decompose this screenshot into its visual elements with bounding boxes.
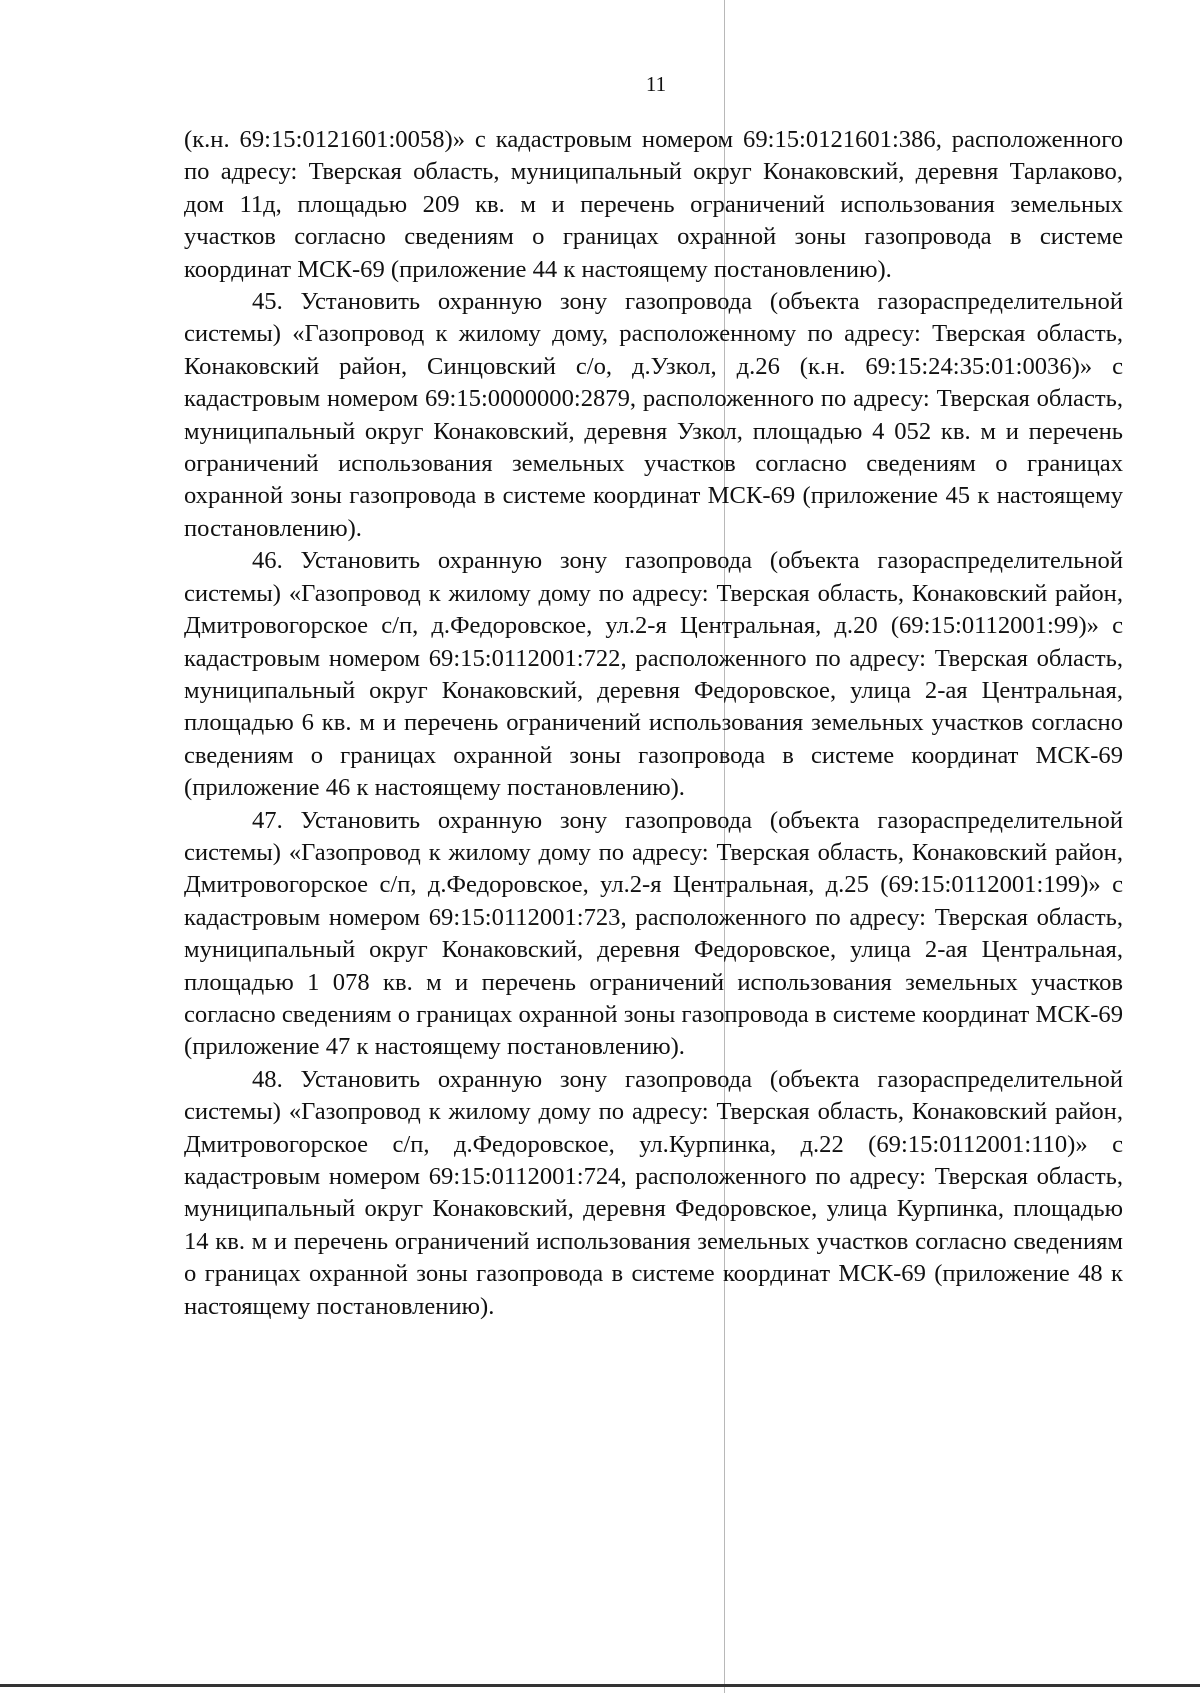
paragraph-45: 45. Установить охранную зону газопровода (объекта газораспределительной системы) «Газопровод к жилому дому, расположенному по адресу: Тверская область, Конаковский район, Синцовский с/о, д.Узкол, д.26 (к.н. 69:15:24:35:01:0036)» с кадастровым номером 69:15:0000000:2879, расположенного по адресу: Тверская область, муниципальный округ Конаковский, деревня Узкол, площадью 4 052 кв. м и перечень ограничений использования земельных участков согласно сведениям о границах охранной зоны газопровода в системе координат МСК-69 (приложение 45 к настоящему постановлению).: [184, 288, 1123, 542]
page-bottom-edge: [0, 1684, 1200, 1687]
paragraph-46: 46. Установить охранную зону газопровода (объекта газораспределительной системы) «Газопровод к жилому дому по адресу: Тверская область, Конаковский район, Дмитровогорское с/п, д.Федоровское, ул.2-я Центральная, д.20 (69:15:0112001:99)» с кадастровым номером 69:15:0112001:722, расположенного по адресу: Тверская область, муниципальный округ Конаковский, деревня Федоровское, улица 2-ая Центральная, площадью 6 кв. м и перечень ограничений использования земельных участков согласно сведениям о границах охранной зоны газопровода в системе координат МСК-69 (приложение 46 к настоящему постановлению).: [184, 547, 1123, 802]
page-number: 11: [645, 72, 667, 96]
document-body: [184, 124, 1123, 1323]
paragraph-44-continuation: (к.н. 69:15:0121601:0058)» с кадастровым номером 69:15:0121601:386, расположенного по адресу: Тверская область, муниципальный округ Конаковский, деревня Тарлаково, дом 11д, площадью 209 кв. м и перечень ограничений использования земельных участков согласно сведениям о границах охранной зоны газопровода в системе координат МСК-69 (приложение 44 к настоящему постановлению).: [184, 126, 1123, 283]
paragraph-47: 47. Установить охранную зону газопровода (объекта газораспределительной системы) «Газопровод к жилому дому по адресу: Тверская область, Конаковский район, Дмитровогорское с/п, д.Федоровское, ул.2-я Центральная, д.25 (69:15:0112001:199)» с кадастровым номером 69:15:0112001:723, расположенного по адресу: Тверская область, муниципальный округ Конаковский, деревня Федоровское, улица 2-ая Центральная, площадью 1 078 кв. м и перечень ограничений использования земельных участков согласно сведениям о границах охранной зоны газопровода в системе координат МСК-69 (приложение 47 к настоящему постановлению).: [184, 806, 1123, 1061]
paragraph-48: 48. Установить охранную зону газопровода (объекта газораспределительной системы) «Газопровод к жилому дому по адресу: Тверская область, Конаковский район, Дмитровогорское с/п, д.Федоровское, ул.Курпинка, д.22 (69:15:0112001:110)» с кадастровым номером 69:15:0112001:724, расположенного по адресу: Тверская область, муниципальный округ Конаковский, деревня Федоровское, улица Курпинка, площадью 14 кв. м и перечень ограничений использования земельных участков согласно сведениям о границах охранной зоны газопровода в системе координат МСК-69 (приложение 48 к настоящему постановлению).: [184, 1065, 1123, 1320]
